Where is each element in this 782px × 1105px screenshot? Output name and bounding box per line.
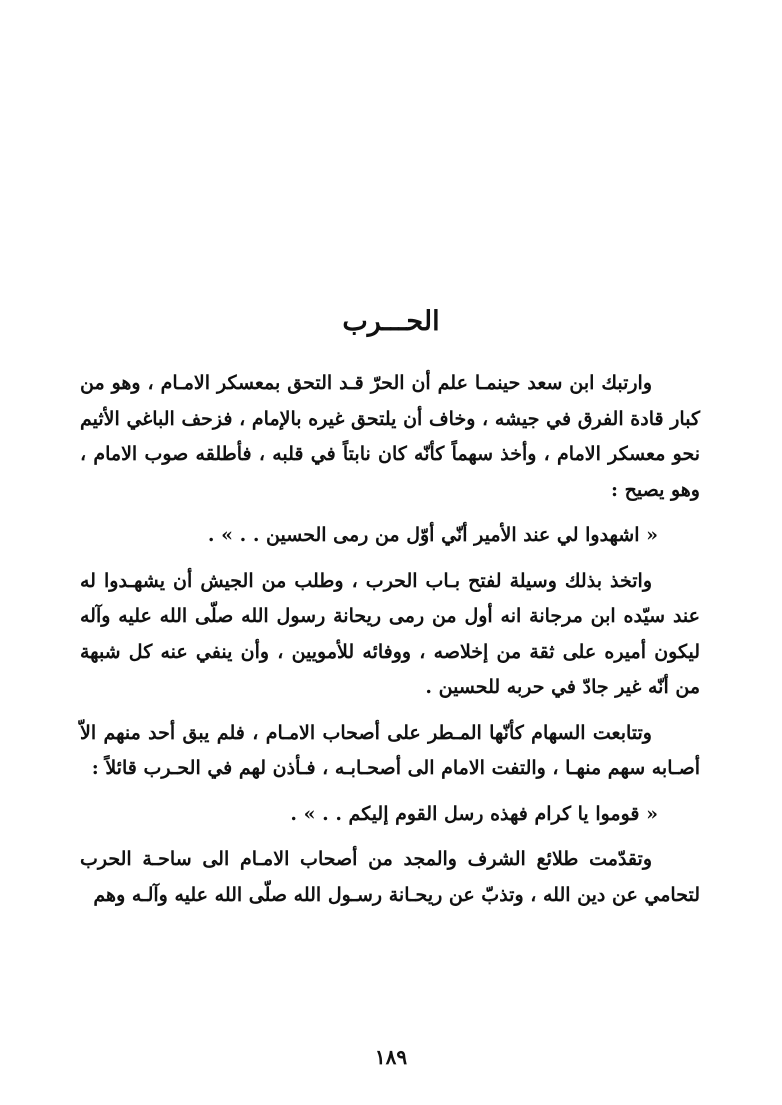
quote-2: « قوموا يا كرام فهذه رسل القوم إليكم . . » . <box>290 802 658 825</box>
paragraph-2: واتخذ بذلك وسيلة لفتح بـاب الحرب ، وطلب من الجيش أن يشهـدوا له عند سيّده ابن مرجانة انه أول من رمى ريحانة رسول الله صلّى الله عليه وآله ليكون أميره على ثقة من إخلاصه ، ووفائه للأمويين ، وأن ينفي عنه كل شبهة من أنّه غير جادّ في حربه للحسين . <box>80 569 700 698</box>
body-text <box>80 366 700 923</box>
paragraph-4: وتقدّمت طلائع الشرف والمجد من أصحاب الامـام الى ساحـة الحرب لتحامي عن دين الله ، وتذبّ عن ريحـانة رسـول الله صلّى الله عليه وآلـه وهم <box>80 848 700 906</box>
page-number: ١٨٩ <box>374 1045 408 1069</box>
paragraph-1: وارتبك ابن سعد حينمـا علم أن الحرّ قـد التحق بمعسكر الامـام ، وهو من كبار قادة الفرق في جيشه ، وخاف أن يلتحق غيره بالإمام ، فزحف الباغي الأثيم نحو معسكر الامام ، وأخذ سهماً كأنّه كان نابتاً في قلبه ، فأطلقه صوب الامام ، وهو يصيح : <box>80 372 700 501</box>
quote-1: « اشهدوا لي عند الأمير أنّي أوّل من رمى الحسين . . » . <box>207 524 658 546</box>
chapter-title: الحـــرب <box>342 306 440 337</box>
paragraph-3: وتتابعت السهام كأنّها المـطر على أصحاب الامـام ، فلم يبق أحد منهم الاّ أصـابه سهم منهـا ، والتفت الامام الى أصحـابـه ، فـأذن لهم في الحـرب قائلاً : <box>80 721 700 779</box>
